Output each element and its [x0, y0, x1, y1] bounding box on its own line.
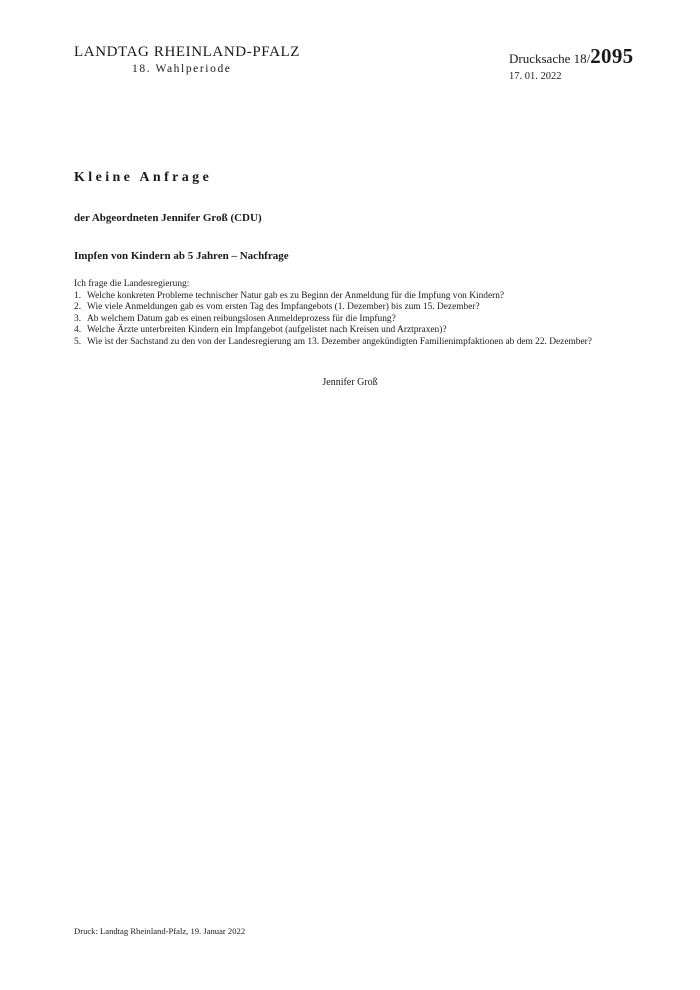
intro-text: Ich frage die Landesregierung: [74, 279, 190, 289]
question-text: Wie ist der Sachstand zu den von der Landesregierung am 13. Dezember angekündigten Familienimpfaktionen ab dem 22. Dezember? [87, 336, 592, 347]
question-item [74, 337, 674, 349]
question-number: 3. [74, 313, 82, 324]
question-list [74, 291, 674, 349]
header-left [74, 44, 314, 75]
body-text [74, 279, 674, 349]
drucksache-line [509, 44, 633, 71]
question-item [74, 302, 674, 314]
document-date: 17. 01. 2022 [509, 71, 562, 82]
question-number: 5. [74, 336, 82, 347]
question-item [74, 325, 674, 337]
question-text: Welche konkreten Probleme technischer Natur gab es zu Beginn der Anmeldung für die Impfung von Kindern? [87, 290, 505, 301]
question-text: Wie viele Anmeldungen gab es vom ersten Tag des Impfangebots (1. Dezember) bis zum 15. Dezember? [87, 302, 480, 313]
question-text: Welche Ärzte unterbreiten Kindern ein Impfangebot (aufgelistet nach Kreisen und Arztpraxen)? [87, 325, 447, 336]
parliament-name: LANDTAG RHEINLAND-PFALZ [74, 44, 301, 60]
header-right [509, 44, 633, 82]
author-line: der Abgeordneten Jennifer Groß (CDU) [74, 212, 262, 224]
signature: Jennifer Groß [322, 377, 378, 388]
question-item [74, 314, 674, 326]
document-type: Kleine Anfrage [74, 170, 213, 185]
question-text: Ab welchem Datum gab es einen reibungslosen Anmeldeprozess für die Impfung? [87, 313, 396, 324]
legislative-period: 18. Wahlperiode [132, 63, 232, 75]
drucksache-prefix: Drucksache 18/ [509, 51, 591, 66]
document-subject: Impfen von Kindern ab 5 Jahren – Nachfrage [74, 250, 289, 262]
question-number: 4. [74, 325, 82, 336]
question-number: 2. [74, 302, 82, 313]
print-footer: Druck: Landtag Rheinland-Pfalz, 19. Januar 2022 [74, 926, 246, 936]
drucksache-number: 2095 [590, 44, 634, 68]
question-number: 1. [74, 290, 82, 301]
question-item [74, 291, 674, 303]
